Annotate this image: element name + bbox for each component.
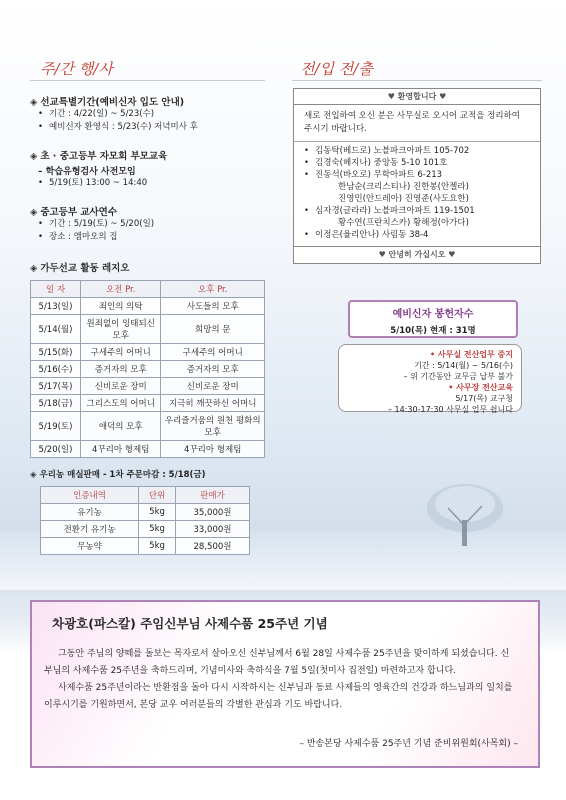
table-cell: 5/20(일) xyxy=(31,441,81,458)
column-header: 오전 Pr. xyxy=(81,281,161,298)
table-row xyxy=(31,378,265,395)
table-cell: 죄인의 의탁 xyxy=(81,298,161,315)
event2-title: 초 · 중고등부 자모회 부모교육 xyxy=(40,151,168,162)
table-cell: 5/19(토) xyxy=(31,412,81,441)
list-item: • 진동석(바오로) 무학아파트 6-213 xyxy=(304,169,530,181)
catechumen-title: 예비신자 봉헌자수 xyxy=(392,309,474,320)
diamond-icon: ◈ xyxy=(30,263,38,274)
column-header: 판매가 xyxy=(176,487,250,504)
office-notice-heading: • 사무장 전산교육 xyxy=(448,383,513,392)
table-cell: 애덕의 모후 xyxy=(81,412,161,441)
welcome-heading: ♥ 환영합니다 ♥ xyxy=(294,89,540,105)
office-notice-line: 5/17(목) 교구청 xyxy=(455,394,513,403)
snow-tree-icon xyxy=(420,480,510,550)
event1-title: 선교특별기간(예비신자 입도 안내) xyxy=(40,97,185,108)
table-header-row xyxy=(31,281,265,298)
table-row xyxy=(41,504,250,521)
table-cell: 원죄없이 잉태되신 모후 xyxy=(81,315,161,344)
table-cell: 28,500원 xyxy=(176,538,250,555)
table-cell: 5/14(월) xyxy=(31,315,81,344)
schedule-title-text: 가두선교 활동 레지오 xyxy=(40,263,130,274)
schedule-title xyxy=(30,260,280,274)
welcome-intro: 새로 전입하여 오신 분은 사무실로 오시어 교적을 정리하여 주시기 바랍니다. xyxy=(294,105,540,142)
table-cell: 4꾸리아 형제팀 xyxy=(161,441,265,458)
office-notice-line: – 14:30-17:30 사무실 업무 쉽니다 xyxy=(388,405,513,414)
table-header-row xyxy=(41,487,250,504)
table-cell: 5kg xyxy=(139,504,176,521)
table-cell: 5kg xyxy=(139,538,176,555)
table-cell: 구세주의 어머니 xyxy=(161,344,265,361)
diamond-icon: ◈ xyxy=(30,97,38,108)
table-row xyxy=(31,441,265,458)
table-row xyxy=(31,298,265,315)
table-cell: 유기농 xyxy=(41,504,139,521)
office-notice-box xyxy=(338,344,522,412)
list-item: • 이정은(율리안나) 사림동 38-4 xyxy=(304,229,530,241)
table-row xyxy=(31,361,265,378)
paragraph: 그동안 주님의 양떼를 돌보는 목자로서 살아오신 신부님께서 6월 28일 사제수품 25주년을 맞이하게 되셨습니다. 신부님의 사제수품 25주년을 축하드리며, 기념미사와 축하식을 7월 5일(첫미사 집전일) 마련하고자 합니다. xyxy=(44,649,510,676)
welcome-box xyxy=(293,88,541,264)
list-item: • 김동탁(베드로) 노블파크아파트 105-702 xyxy=(304,145,530,157)
farewell-footer: ♥ 안녕히 가십시오 ♥ xyxy=(294,246,540,263)
divider xyxy=(292,80,542,81)
event-title xyxy=(30,204,280,218)
table-row xyxy=(41,538,250,555)
event-title xyxy=(30,94,280,108)
table-cell: 5kg xyxy=(139,521,176,538)
office-notice-line: 기간 : 5/14(월) ~ 5/16(수) xyxy=(414,361,513,370)
list-item: • 심자경(글라라) 노블파크아파트 119-1501 xyxy=(304,205,530,217)
event-title xyxy=(30,148,280,162)
table-cell: 우리즐거움의 원천 평화의 모후 xyxy=(161,412,265,441)
farm-title-text: 우리농 매실판매 - 1차 주문마감 : 5/18(금) xyxy=(39,470,206,480)
event-bullet: • 기간 : 5/19(토) ~ 5/20(일) xyxy=(38,218,280,231)
table-row xyxy=(31,315,265,344)
catechumen-count: 5/10(목) 현재 : 31명 xyxy=(390,326,476,336)
table-cell: 5/15(화) xyxy=(31,344,81,361)
table-cell: 5/18(금) xyxy=(31,395,81,412)
table-cell: 그리스도의 어머니 xyxy=(81,395,161,412)
anniversary-text xyxy=(44,646,514,714)
legio-schedule-table xyxy=(30,280,265,458)
transfer-title: 전/입 전/출 xyxy=(300,60,373,78)
anniversary-box xyxy=(30,600,540,768)
farm-title xyxy=(30,468,280,480)
column-header: 일 자 xyxy=(31,281,81,298)
office-notice-line: – 위 기간동안 교무금 납부 불가 xyxy=(403,372,513,381)
weekly-events xyxy=(30,84,280,555)
diamond-icon: ◈ xyxy=(30,470,37,480)
divider xyxy=(30,80,265,81)
office-notice-heading: • 사무실 전산업무 중지 xyxy=(429,350,513,359)
catechumen-count-box xyxy=(348,300,518,338)
event-bullet: • 기간 : 4/22(일) ~ 5/23(수) xyxy=(38,108,280,121)
anniversary-title: 차광호(파스칼) 주임신부님 사제수품 25주년 기념 xyxy=(52,616,328,631)
table-cell: 증거자의 모후 xyxy=(161,361,265,378)
table-cell: 신비로운 장미 xyxy=(81,378,161,395)
table-cell: 지극히 깨끗하신 어머니 xyxy=(161,395,265,412)
table-cell: 희망의 문 xyxy=(161,315,265,344)
table-cell: 무농약 xyxy=(41,538,139,555)
table-cell: 구세주의 어머니 xyxy=(81,344,161,361)
table-row xyxy=(31,412,265,441)
column-header: 오후 Pr. xyxy=(161,281,265,298)
welcome-list xyxy=(294,142,540,244)
table-cell: 증거자의 모후 xyxy=(81,361,161,378)
event-bullet: • 장소 : 엠마오의 집 xyxy=(38,231,280,244)
weekly-events-title: 주/간 행/사 xyxy=(40,60,113,78)
table-cell: 5/16(수) xyxy=(31,361,81,378)
table-cell: 5/13(일) xyxy=(31,298,81,315)
table-row xyxy=(31,344,265,361)
paragraph: 사제수품 25주년이라는 반환점을 돌아 다시 시작하시는 신부님과 동료 사제들의 영육간의 건강과 하느님과의 일치를 이루시기를 기원하면서, 본당 교우 여러분들의 각별한 관심과 기도 바랍니다. xyxy=(44,683,513,710)
plum-sale-table xyxy=(40,486,250,555)
diamond-icon: ◈ xyxy=(30,207,38,218)
event-subtitle: – 학습유형검사 사전모임 xyxy=(38,167,136,177)
list-item: 황수연(프란치스카) 황해정(아가다) xyxy=(338,218,469,228)
table-cell: 신비로운 장미 xyxy=(161,378,265,395)
event-bullet: • 5/19(토) 13:00 ~ 14:40 xyxy=(38,177,280,190)
list-item: 진영민(안드레아) 진영준(사도요한) xyxy=(338,194,469,204)
list-item: • 김경숙(헤지나) 중앙동 5-10 101호 xyxy=(304,157,530,169)
table-row xyxy=(31,395,265,412)
diamond-icon: ◈ xyxy=(30,151,38,162)
list-item: 한남순(크리스티나) 진한봉(안젤라) xyxy=(338,182,469,192)
table-cell: 35,000원 xyxy=(176,504,250,521)
table-cell: 전환기 유기농 xyxy=(41,521,139,538)
column-header: 인증내역 xyxy=(41,487,139,504)
table-cell: 5/17(목) xyxy=(31,378,81,395)
column-header: 단위 xyxy=(139,487,176,504)
anniversary-signature: – 반송본당 사제수품 25주년 기념 준비위원회(사목회) – xyxy=(299,739,518,749)
table-row xyxy=(41,521,250,538)
event3-title: 중고등부 교사연수 xyxy=(40,207,118,218)
event-bullet: • 예비신자 환영식 : 5/23(수) 저녁미사 후 xyxy=(38,121,280,134)
table-cell: 4꾸리아 형제팀 xyxy=(81,441,161,458)
table-cell: 33,000원 xyxy=(176,521,250,538)
table-cell: 사도들의 모후 xyxy=(161,298,265,315)
